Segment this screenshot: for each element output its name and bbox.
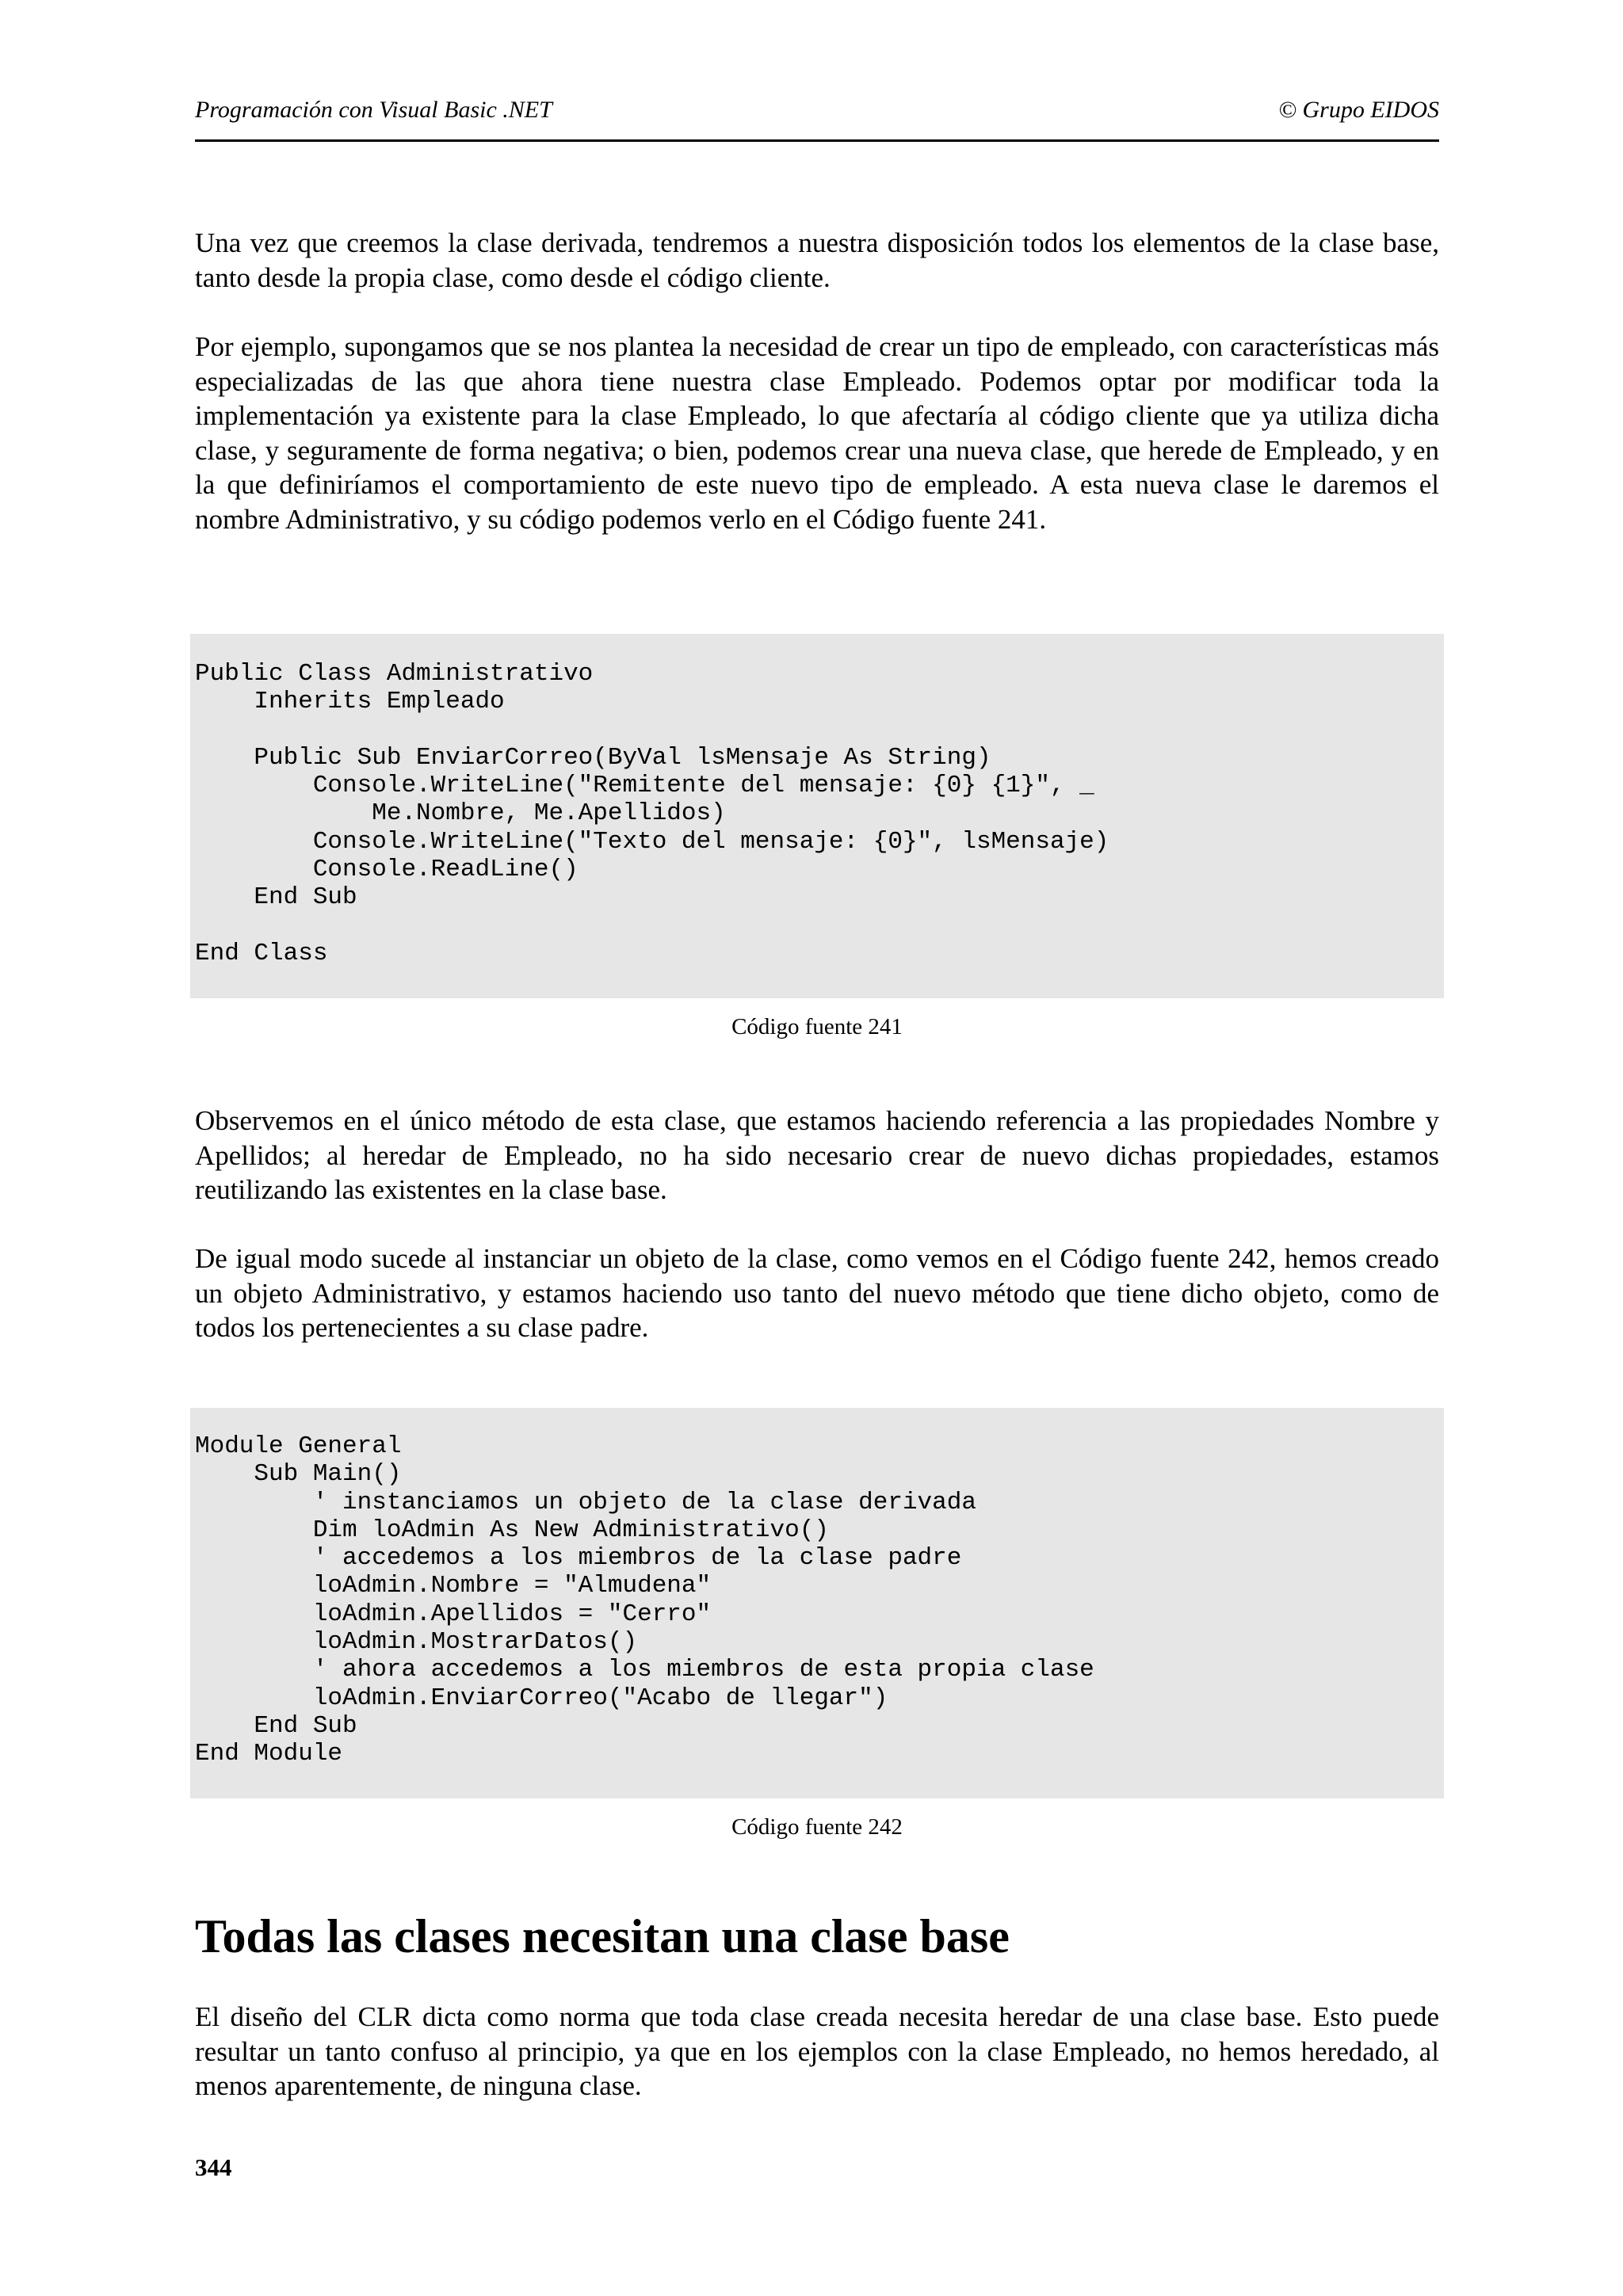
paragraph-instantiation: De igual modo sucede al instanciar un objeto de la clase, como vemos en el Código fuente 242, hemos creado un objeto Administrativo, y estamos haciendo uso tanto del nuevo método que tiene dicho objeto, como de todos los pertenecientes a su clase padre. — [195, 1243, 1439, 1343]
paragraph-clr-base-class: El diseño del CLR dicta como norma que toda clase creada necesita heredar de una clase base. Esto puede resultar un tanto confuso al principio, ya que en los ejemplos con la clase Empleado, no hemos heredado, al menos aparentemente, de ninguna clase. — [195, 2001, 1439, 2101]
code-listing-241: Public Class Administrativo Inherits Empleado Public Sub EnviarCorreo(ByVal lsMensaje As String) Console.WriteLine("Remitente del mensaje: {0} {1}", _ Me.Nombre, Me.Apellidos) Console.WriteLine("Texto del mensaje: {0}", lsMensaje) Console.ReadLine() End Sub End Class — [195, 660, 1109, 967]
paragraph-example: Por ejemplo, supongamos que se nos plantea la necesidad de crear un tipo de empleado, con características más especializadas de las que ahora tiene nuestra clase Empleado. Podemos optar por modificar toda la implementación ya existente para la clase Empleado, lo que afectaría al código cliente que ya utiliza dicha clase, y seguramente de forma negativa; o bien, podemos crear una nueva clase, que herede de Empleado, y en la que definiríamos el comportamiento de este nuevo tipo de empleado. A esta nueva clase le daremos el nombre Administrativo, y su código podemos verlo en el Código fuente 241. — [195, 331, 1439, 535]
code-listing-242: Module General Sub Main() ' instanciamos un objeto de la clase derivada Dim loAdmin As New Administrativo() ' accedemos a los miembros de la clase padre loAdmin.Nombre = "Almudena" loAdmin.Apellidos = "Cerro" loAdmin.MostrarDatos() ' ahora accedemos a los miembros de esta propia clase loAdmin.EnviarCorreo("Acabo de llegar") End Sub End Module — [195, 1432, 1094, 1768]
paragraph-observation: Observemos en el único método de esta clase, que estamos haciendo referencia a las propiedades Nombre y Apellidos; al heredar de Empleado, no ha sido necesario crear de nuevo dichas propiedades, estamos reutilizando las existentes en la clase base. — [195, 1105, 1439, 1205]
page-number: 344 — [195, 2153, 232, 2181]
code-block-242 — [190, 1408, 1444, 1798]
code-block-241 — [190, 634, 1444, 998]
running-header — [195, 93, 1439, 142]
header-publisher: © Grupo EIDOS — [1278, 97, 1439, 123]
section-heading: Todas las clases necesitan una clase base — [195, 1910, 1010, 1962]
code-caption-241: Código fuente 241 — [731, 1014, 903, 1039]
header-book-title: Programación con Visual Basic .NET — [195, 97, 552, 123]
code-caption-242: Código fuente 242 — [731, 1814, 903, 1840]
paragraph-intro: Una vez que creemos la clase derivada, tendremos a nuestra disposición todos los elementos de la clase base, tanto desde la propia clase, como desde el código cliente. — [195, 227, 1439, 293]
